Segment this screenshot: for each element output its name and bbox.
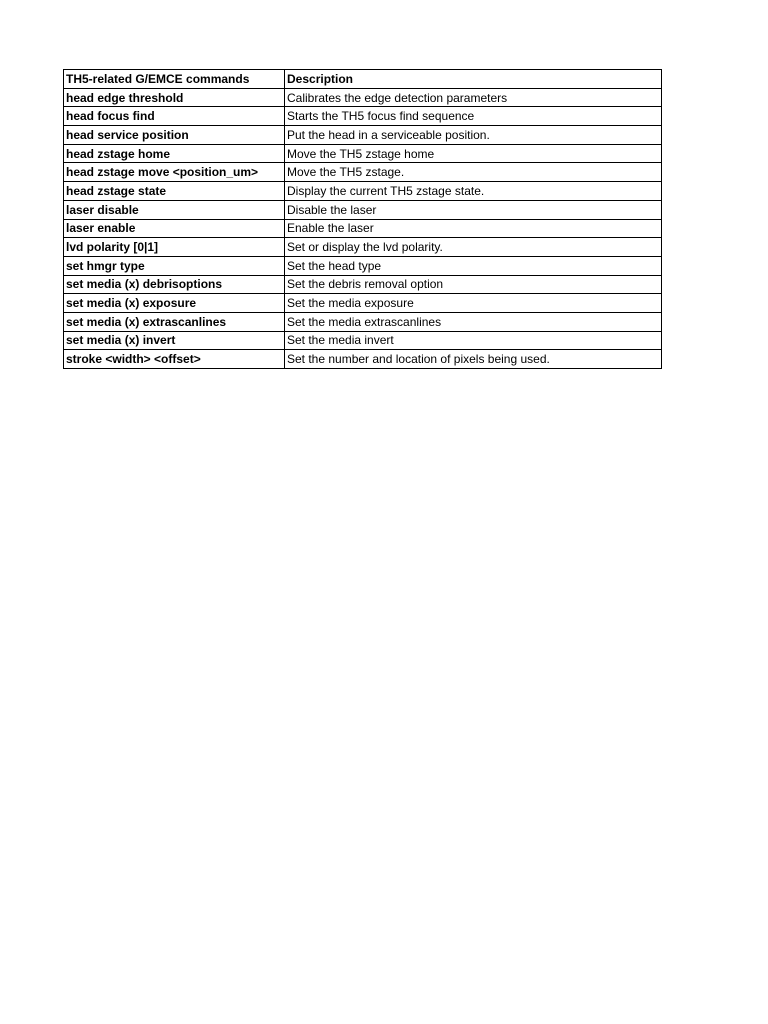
command-cell: laser enable bbox=[64, 219, 285, 238]
table-row bbox=[64, 294, 662, 313]
description-cell: Set the number and location of pixels being used. bbox=[285, 350, 662, 369]
description-cell: Set or display the lvd polarity. bbox=[285, 238, 662, 257]
header-command: TH5-related G/EMCE commands bbox=[64, 70, 285, 89]
commands-table-body bbox=[64, 70, 662, 369]
table-row bbox=[64, 88, 662, 107]
description-cell: Display the current TH5 zstage state. bbox=[285, 182, 662, 201]
description-cell: Enable the laser bbox=[285, 219, 662, 238]
table-row bbox=[64, 107, 662, 126]
description-cell: Starts the TH5 focus find sequence bbox=[285, 107, 662, 126]
command-cell: head edge threshold bbox=[64, 88, 285, 107]
table-row bbox=[64, 331, 662, 350]
description-cell: Set the head type bbox=[285, 256, 662, 275]
description-cell: Put the head in a serviceable position. bbox=[285, 126, 662, 145]
description-cell: Move the TH5 zstage home bbox=[285, 144, 662, 163]
table-row bbox=[64, 219, 662, 238]
command-cell: set hmgr type bbox=[64, 256, 285, 275]
command-cell: head service position bbox=[64, 126, 285, 145]
table-row bbox=[64, 312, 662, 331]
description-cell: Move the TH5 zstage. bbox=[285, 163, 662, 182]
command-cell: lvd polarity [0|1] bbox=[64, 238, 285, 257]
command-cell: head zstage state bbox=[64, 182, 285, 201]
command-cell: stroke <width> <offset> bbox=[64, 350, 285, 369]
table-row bbox=[64, 275, 662, 294]
description-cell: Calibrates the edge detection parameters bbox=[285, 88, 662, 107]
table-row bbox=[64, 256, 662, 275]
command-cell: set media (x) exposure bbox=[64, 294, 285, 313]
description-cell: Set the media exposure bbox=[285, 294, 662, 313]
table-row bbox=[64, 144, 662, 163]
description-cell: Set the debris removal option bbox=[285, 275, 662, 294]
description-cell: Disable the laser bbox=[285, 200, 662, 219]
table-row bbox=[64, 126, 662, 145]
command-cell: head zstage home bbox=[64, 144, 285, 163]
description-cell: Set the media extrascanlines bbox=[285, 312, 662, 331]
command-cell: head focus find bbox=[64, 107, 285, 126]
table-header-row bbox=[64, 70, 662, 89]
command-cell: head zstage move <position_um> bbox=[64, 163, 285, 182]
command-cell: set media (x) extrascanlines bbox=[64, 312, 285, 331]
commands-table bbox=[63, 69, 662, 369]
command-cell: laser disable bbox=[64, 200, 285, 219]
description-cell: Set the media invert bbox=[285, 331, 662, 350]
command-cell: set media (x) debrisoptions bbox=[64, 275, 285, 294]
table-row bbox=[64, 163, 662, 182]
table-row bbox=[64, 238, 662, 257]
command-cell: set media (x) invert bbox=[64, 331, 285, 350]
table-row bbox=[64, 200, 662, 219]
table-row bbox=[64, 182, 662, 201]
table-row bbox=[64, 350, 662, 369]
header-description: Description bbox=[285, 70, 662, 89]
